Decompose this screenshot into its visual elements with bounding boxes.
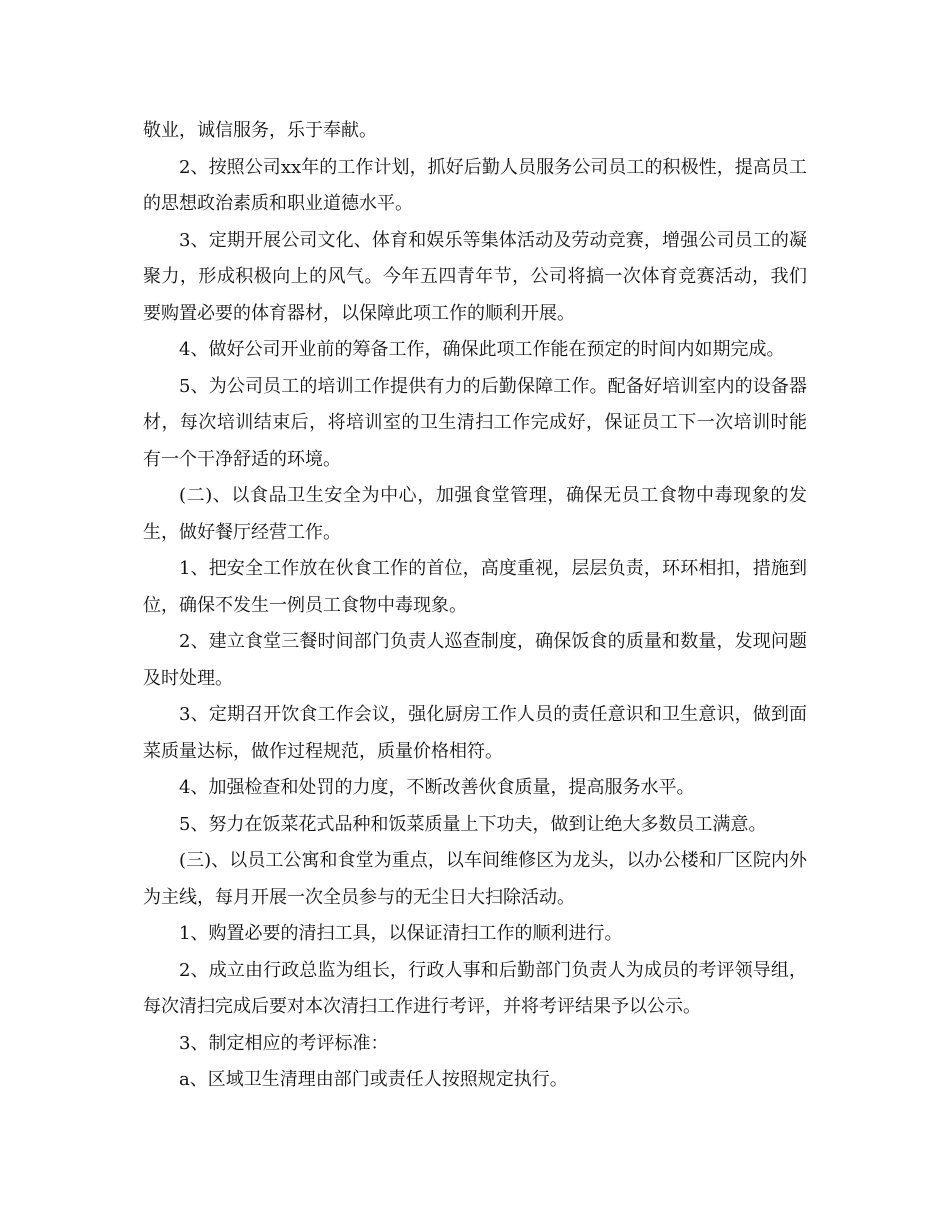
paragraph: 3、定期召开饮食工作会议，强化厨房工作人员的责任意识和卫生意识，做到面菜质量达标，做作过程规范，质量价格相符。 [143,704,807,762]
paragraph: 2、按照公司xx年的工作计划，抓好后勤人员服务公司员工的积极性，提高员工的思想政治素质和职业道德水平。 [143,156,807,214]
paragraph: 2、建立食堂三餐时间部门负责人巡查制度，确保饭食的质量和数量，发现问题及时处理。 [143,631,807,689]
paragraph: 2、成立由行政总监为组长，行政人事和后勤部门负责人为成员的考评领导组，每次清扫完成后要对本次清扫工作进行考评，并将考评结果予以公示。 [143,959,807,1017]
section-heading: (三)、以员工公寓和食堂为重点，以车间维修区为龙头，以办公楼和厂区院内外为主线，每月开展一次全员参与的无尘日大扫除活动。 [143,850,807,908]
paragraph: a、区域卫生清理由部门或责任人按照规定执行。 [179,1069,568,1090]
paragraph: 4、做好公司开业前的筹备工作，确保此项工作能在预定的时间内如期完成。 [179,339,785,360]
paragraph: 5、努力在饭菜花式品种和饭菜质量上下功夫，做到让绝大多数员工满意。 [179,813,767,835]
paragraph: 敬业，诚信服务，乐于奉献。 [143,120,377,141]
paragraph: 3、制定相应的考评标准： [179,1032,389,1054]
section-heading: (二)、以食品卫生安全为中心，加强食堂管理，确保无员工食物中毒现象的发生，做好餐厅经营工作。 [143,485,807,543]
paragraph: 3、定期开展公司文化、体育和娱乐等集体活动及劳动竞赛，增强公司员工的凝聚力，形成积极向上的风气。今年五四青年节，公司将搞一次体育竞赛活动，我们要购置必要的体育器材，以保障此项工作的顺利开展。 [143,229,807,324]
document-body [143,113,807,1099]
paragraph: 4、加强检查和处罚的力度，不断改善伙食质量，提高服务水平。 [179,777,695,798]
paragraph: 1、把安全工作放在伙食工作的首位，高度重视，层层负责，环环相扣，措施到位，确保不发生一例员工食物中毒现象。 [143,558,807,616]
paragraph: 5、为公司员工的培训工作提供有力的后勤保障工作。配备好培训室内的设备器材，每次培训结束后，将培训室的卫生清扫工作完成好，保证员工下一次培训时能有一个干净舒适的环境。 [143,375,807,470]
paragraph: 1、购置必要的清扫工具，以保证清扫工作的顺利进行。 [179,923,623,944]
